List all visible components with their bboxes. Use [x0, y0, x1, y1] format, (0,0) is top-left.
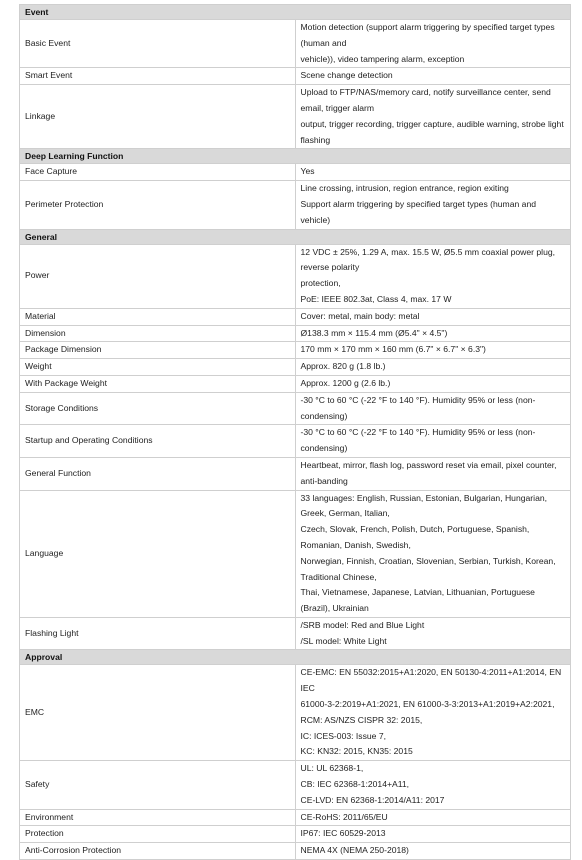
spec-value — [295, 809, 571, 826]
spec-value-line: Yes — [300, 166, 315, 177]
spec-value-line: NEMA 4X (NEMA 250-2018) — [300, 845, 409, 856]
spec-label: EMC — [20, 665, 296, 761]
spec-value — [295, 181, 571, 229]
spec-value-line: -30 °C to 60 °C (-22 °F to 140 °F). Humidity 95% or less (non-condensing) — [300, 394, 536, 421]
spec-label: Language — [20, 490, 296, 617]
spec-value-line: Motion detection (support alarm triggering by specified target types (human and — [300, 22, 555, 48]
spec-row — [20, 359, 571, 376]
spec-label: Face Capture — [20, 164, 296, 181]
spec-label: General Function — [20, 457, 296, 490]
spec-label: Flashing Light — [20, 617, 296, 650]
spec-value — [295, 20, 571, 68]
section-header-row — [20, 149, 571, 164]
spec-value-line: Ø138.3 mm × 115.4 mm (Ø5.4" × 4.5") — [300, 327, 448, 338]
spec-row — [20, 826, 571, 843]
spec-value-line: /SL model: White Light — [300, 635, 387, 646]
spec-value — [295, 85, 571, 149]
spec-value-line: Cover: metal, main body: metal — [300, 310, 420, 321]
spec-label: Linkage — [20, 85, 296, 149]
spec-row — [20, 325, 571, 342]
section-title: Event — [20, 5, 571, 20]
section-title: Deep Learning Function — [20, 149, 571, 164]
spec-row — [20, 392, 571, 425]
spec-value-line: Line crossing, intrusion, region entrance, region exiting — [300, 183, 509, 194]
spec-row — [20, 164, 571, 181]
spec-value — [295, 325, 571, 342]
spec-value — [295, 843, 571, 860]
spec-row — [20, 425, 571, 458]
spec-value — [295, 164, 571, 181]
spec-row — [20, 617, 571, 650]
spec-value-line: Approx. 820 g (1.8 lb.) — [300, 361, 386, 372]
spec-label: Package Dimension — [20, 342, 296, 359]
spec-label: Material — [20, 308, 296, 325]
spec-value-line: PoE: IEEE 802.3at, Class 4, max. 17 W — [300, 293, 452, 304]
spec-value-line: Scene change detection — [300, 70, 393, 81]
spec-value — [295, 342, 571, 359]
spec-value — [295, 359, 571, 376]
spec-value — [295, 490, 571, 617]
spec-label: Dimension — [20, 325, 296, 342]
spec-row — [20, 244, 571, 308]
spec-value-line: Approx. 1200 g (2.6 lb.) — [300, 377, 391, 388]
spec-row — [20, 665, 571, 761]
section-header-row — [20, 5, 571, 20]
spec-value-line: -30 °C to 60 °C (-22 °F to 140 °F). Humidity 95% or less (non-condensing) — [300, 427, 536, 454]
spec-label: Weight — [20, 359, 296, 376]
spec-label: Power — [20, 244, 296, 308]
spec-value-line: CE-RoHS: 2011/65/EU — [300, 811, 388, 822]
spec-value — [295, 244, 571, 308]
spec-row — [20, 375, 571, 392]
spec-row — [20, 761, 571, 809]
spec-value-line: output, trigger recording, trigger capture, audible warning, strobe light flashing — [300, 118, 564, 145]
spec-value — [295, 375, 571, 392]
spec-value-line: CB: IEC 62368-1:2014+A11, — [300, 779, 410, 790]
spec-row — [20, 457, 571, 490]
spec-value — [295, 665, 571, 761]
spec-value — [295, 425, 571, 458]
spec-value-line: Support alarm triggering by specified target types (human and vehicle) — [300, 198, 537, 225]
spec-value-line: 33 languages: English, Russian, Estonian, Bulgarian, Hungarian, Greek, German, Italian, — [300, 492, 548, 519]
spec-row — [20, 308, 571, 325]
spec-value — [295, 392, 571, 425]
spec-value-line: CE-LVD: EN 62368-1:2014/A11: 2017 — [300, 794, 445, 805]
spec-value-line: Heartbeat, mirror, flash log, password reset via email, pixel counter, anti-banding — [300, 459, 557, 486]
spec-label: Startup and Operating Conditions — [20, 425, 296, 458]
spec-row — [20, 490, 571, 617]
spec-table — [19, 4, 571, 860]
spec-value-line: Norwegian, Finnish, Croatian, Slovenian, Serbian, Turkish, Korean, Traditional Chinese, — [300, 555, 556, 582]
spec-value-line: IP67: IEC 60529-2013 — [300, 828, 386, 839]
spec-label: Safety — [20, 761, 296, 809]
spec-row — [20, 181, 571, 229]
spec-value-line: Upload to FTP/NAS/memory card, notify surveillance center, send email, trigger alarm — [300, 87, 551, 113]
spec-label: Smart Event — [20, 68, 296, 85]
spec-value-line: CE-EMC: EN 55032:2015+A1:2020, EN 50130-4:2011+A1:2014, EN IEC — [300, 667, 562, 694]
spec-row — [20, 843, 571, 860]
spec-value — [295, 826, 571, 843]
spec-value-line: /SRB model: Red and Blue Light — [300, 619, 425, 630]
spec-row — [20, 85, 571, 149]
spec-value — [295, 308, 571, 325]
spec-row — [20, 68, 571, 85]
spec-value-line: Thai, Vietnamese, Japanese, Latvian, Lithuanian, Portuguese (Brazil), Ukrainian — [300, 587, 535, 614]
spec-table-body — [20, 5, 571, 860]
spec-value-line: IC: ICES-003: Issue 7, — [300, 730, 386, 741]
spec-value-line: KC: KN32: 2015, KN35: 2015 — [300, 746, 413, 757]
spec-label: Basic Event — [20, 20, 296, 68]
spec-value-line: RCM: AS/NZS CISPR 32: 2015, — [300, 714, 423, 725]
spec-value — [295, 617, 571, 650]
section-title: General — [20, 229, 571, 244]
spec-row — [20, 20, 571, 68]
spec-value-line: protection, — [300, 278, 341, 289]
section-title: Approval — [20, 650, 571, 665]
spec-label: With Package Weight — [20, 375, 296, 392]
spec-label: Protection — [20, 826, 296, 843]
spec-value — [295, 761, 571, 809]
spec-label: Environment — [20, 809, 296, 826]
spec-row — [20, 342, 571, 359]
spec-value-line: 170 mm × 170 mm × 160 mm (6.7" × 6.7" × 6.3") — [300, 344, 486, 355]
spec-value — [295, 457, 571, 490]
section-header-row — [20, 229, 571, 244]
spec-row — [20, 809, 571, 826]
spec-value — [295, 68, 571, 85]
spec-value-line: 61000-3-2:2019+A1:2021, EN 61000-3-3:2013+A1:2019+A2:2021, — [300, 699, 555, 710]
section-header-row — [20, 650, 571, 665]
spec-value-line: UL: UL 62368-1, — [300, 763, 364, 774]
spec-value-line: 12 VDC ± 25%, 1.29 A, max. 15.5 W, Ø5.5 mm coaxial power plug, reverse polarity — [300, 246, 556, 273]
spec-label: Anti-Corrosion Protection — [20, 843, 296, 860]
spec-value-line: vehicle)), video tampering alarm, exception — [300, 53, 465, 64]
spec-value-line: Czech, Slovak, French, Polish, Dutch, Portuguese, Spanish, Romanian, Danish, Swedish, — [300, 524, 530, 550]
spec-label: Perimeter Protection — [20, 181, 296, 229]
spec-label: Storage Conditions — [20, 392, 296, 425]
